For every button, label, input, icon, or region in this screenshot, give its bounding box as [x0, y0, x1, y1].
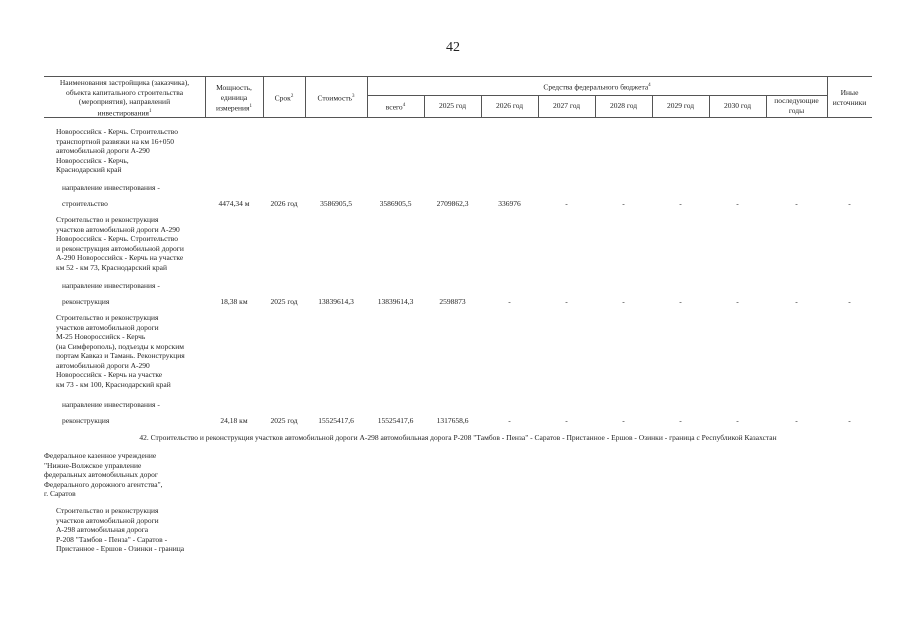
subheader-total: всего$^4$ [385, 102, 406, 112]
row-capacity: 18,38 км [220, 297, 248, 306]
row-term: 2025 год [270, 416, 298, 425]
header-capacity: Мощность, единица измерения$^1$ [215, 83, 252, 113]
row-2028: - [622, 416, 625, 425]
row-2025: 2598873 [439, 297, 466, 306]
investment-direction-label: направление инвестирования - [62, 281, 160, 290]
row-2030: - [736, 416, 739, 425]
subheader-2030: 2030 год [723, 101, 752, 110]
row-capacity: 4474,34 м [218, 199, 250, 208]
row-2029: - [679, 297, 682, 306]
header-name: Наименования застройщика (заказчика), объекта капитального строительства (мероприятия), направлений инвестирования$^1$ [59, 78, 190, 117]
row-term: 2026 год [270, 199, 298, 208]
object-name: Строительство и реконструкция участков автомобильной дороги М-25 Новороссийск - Керчь (на Симферополь), подъезды к морским портам Кавказ и Тамань. Реконструкция автомобильной дороги А-290 Новороссийск - Керчь на участке км 73 - км 100, Краснодарский край [56, 313, 185, 389]
header-federal-budget: Средства федерального бюджета$^4$ [543, 82, 651, 92]
subheader-2029: 2029 год [666, 101, 695, 110]
row-cost: 15525417,6 [318, 416, 354, 425]
row-total: 3586905,5 [379, 199, 412, 208]
row-2026: - [508, 416, 511, 425]
row-other: - [848, 416, 851, 425]
row-later: - [795, 416, 798, 425]
row-capacity: 24,18 км [220, 416, 248, 425]
page-number: 42 [446, 40, 460, 55]
row-cost: 13839614,3 [318, 297, 354, 306]
header-top-rule [44, 76, 872, 77]
row-2030: - [736, 297, 739, 306]
row-label: реконструкция [62, 416, 110, 425]
object-name: Строительство и реконструкция участков автомобильной дороги А-290 Новороссийск - Керчь. Строительство и реконструкция автомобильной дороги А-290 Новороссийск - Керчь на участке км 52 - км 73, Краснодарский край [56, 215, 184, 272]
investment-direction-label: направление инвестирования - [62, 183, 160, 192]
row-other: - [848, 199, 851, 208]
row-label: строительство [62, 199, 108, 208]
row-2028: - [622, 297, 625, 306]
row-2026: 336976 [498, 199, 521, 208]
subheader-2028: 2028 год [609, 101, 638, 110]
row-2030: - [736, 199, 739, 208]
subheader-2025: 2025 год [438, 101, 467, 110]
header-cost: Стоимость$^3$ [317, 93, 355, 103]
subheader-2027: 2027 год [552, 101, 581, 110]
row-2027: - [565, 416, 568, 425]
header-other-sources: Иные источники [832, 88, 867, 107]
header-term: Срок$^2$ [274, 93, 294, 103]
section-title: 42. Строительство и реконструкция участков автомобильной дороги А-298 автомобильная дорога Р-208 "Тамбов - Пенза" - Саратов - Пристанное - Ершов - Озинки - граница с Республикой Казахстан [139, 433, 777, 442]
row-cost: 3586905,5 [320, 199, 352, 208]
row-later: - [795, 199, 798, 208]
header-mid-rule [368, 95, 828, 96]
developer-name: Федеральное казенное учреждение "Нижне-Волжское управление федеральных автомобильных дорог Федерального дорожного агентства", г. Саратов [44, 451, 163, 498]
row-2029: - [679, 416, 682, 425]
row-other: - [848, 297, 851, 306]
row-2025: 2709862,3 [436, 199, 469, 208]
subheader-2026: 2026 год [495, 101, 524, 110]
row-term: 2025 год [270, 297, 298, 306]
investment-direction-label: направление инвестирования - [62, 400, 160, 409]
row-total: 15525417,6 [377, 416, 414, 425]
row-2029: - [679, 199, 682, 208]
row-2026: - [508, 297, 511, 306]
row-2028: - [622, 199, 625, 208]
subheader-later-years: последующие годы [774, 96, 819, 115]
object-name: Новороссийск - Керчь. Строительство транспортной развязки на км 16+050 автомобильной дороги А-290 Новороссийск - Керчь, Краснодарский край [56, 127, 178, 174]
object-name: Строительство и реконструкция участков автомобильной дороги А-298 автомобильная дорога Р-208 "Тамбов - Пенза" - Саратов - Пристанное - Ершов - Озинки - граница [56, 506, 185, 553]
row-total: 13839614,3 [377, 297, 414, 306]
row-2027: - [565, 199, 568, 208]
row-2025: 1317658,6 [436, 416, 469, 425]
row-2027: - [565, 297, 568, 306]
row-later: - [795, 297, 798, 306]
row-label: реконструкция [62, 297, 110, 306]
